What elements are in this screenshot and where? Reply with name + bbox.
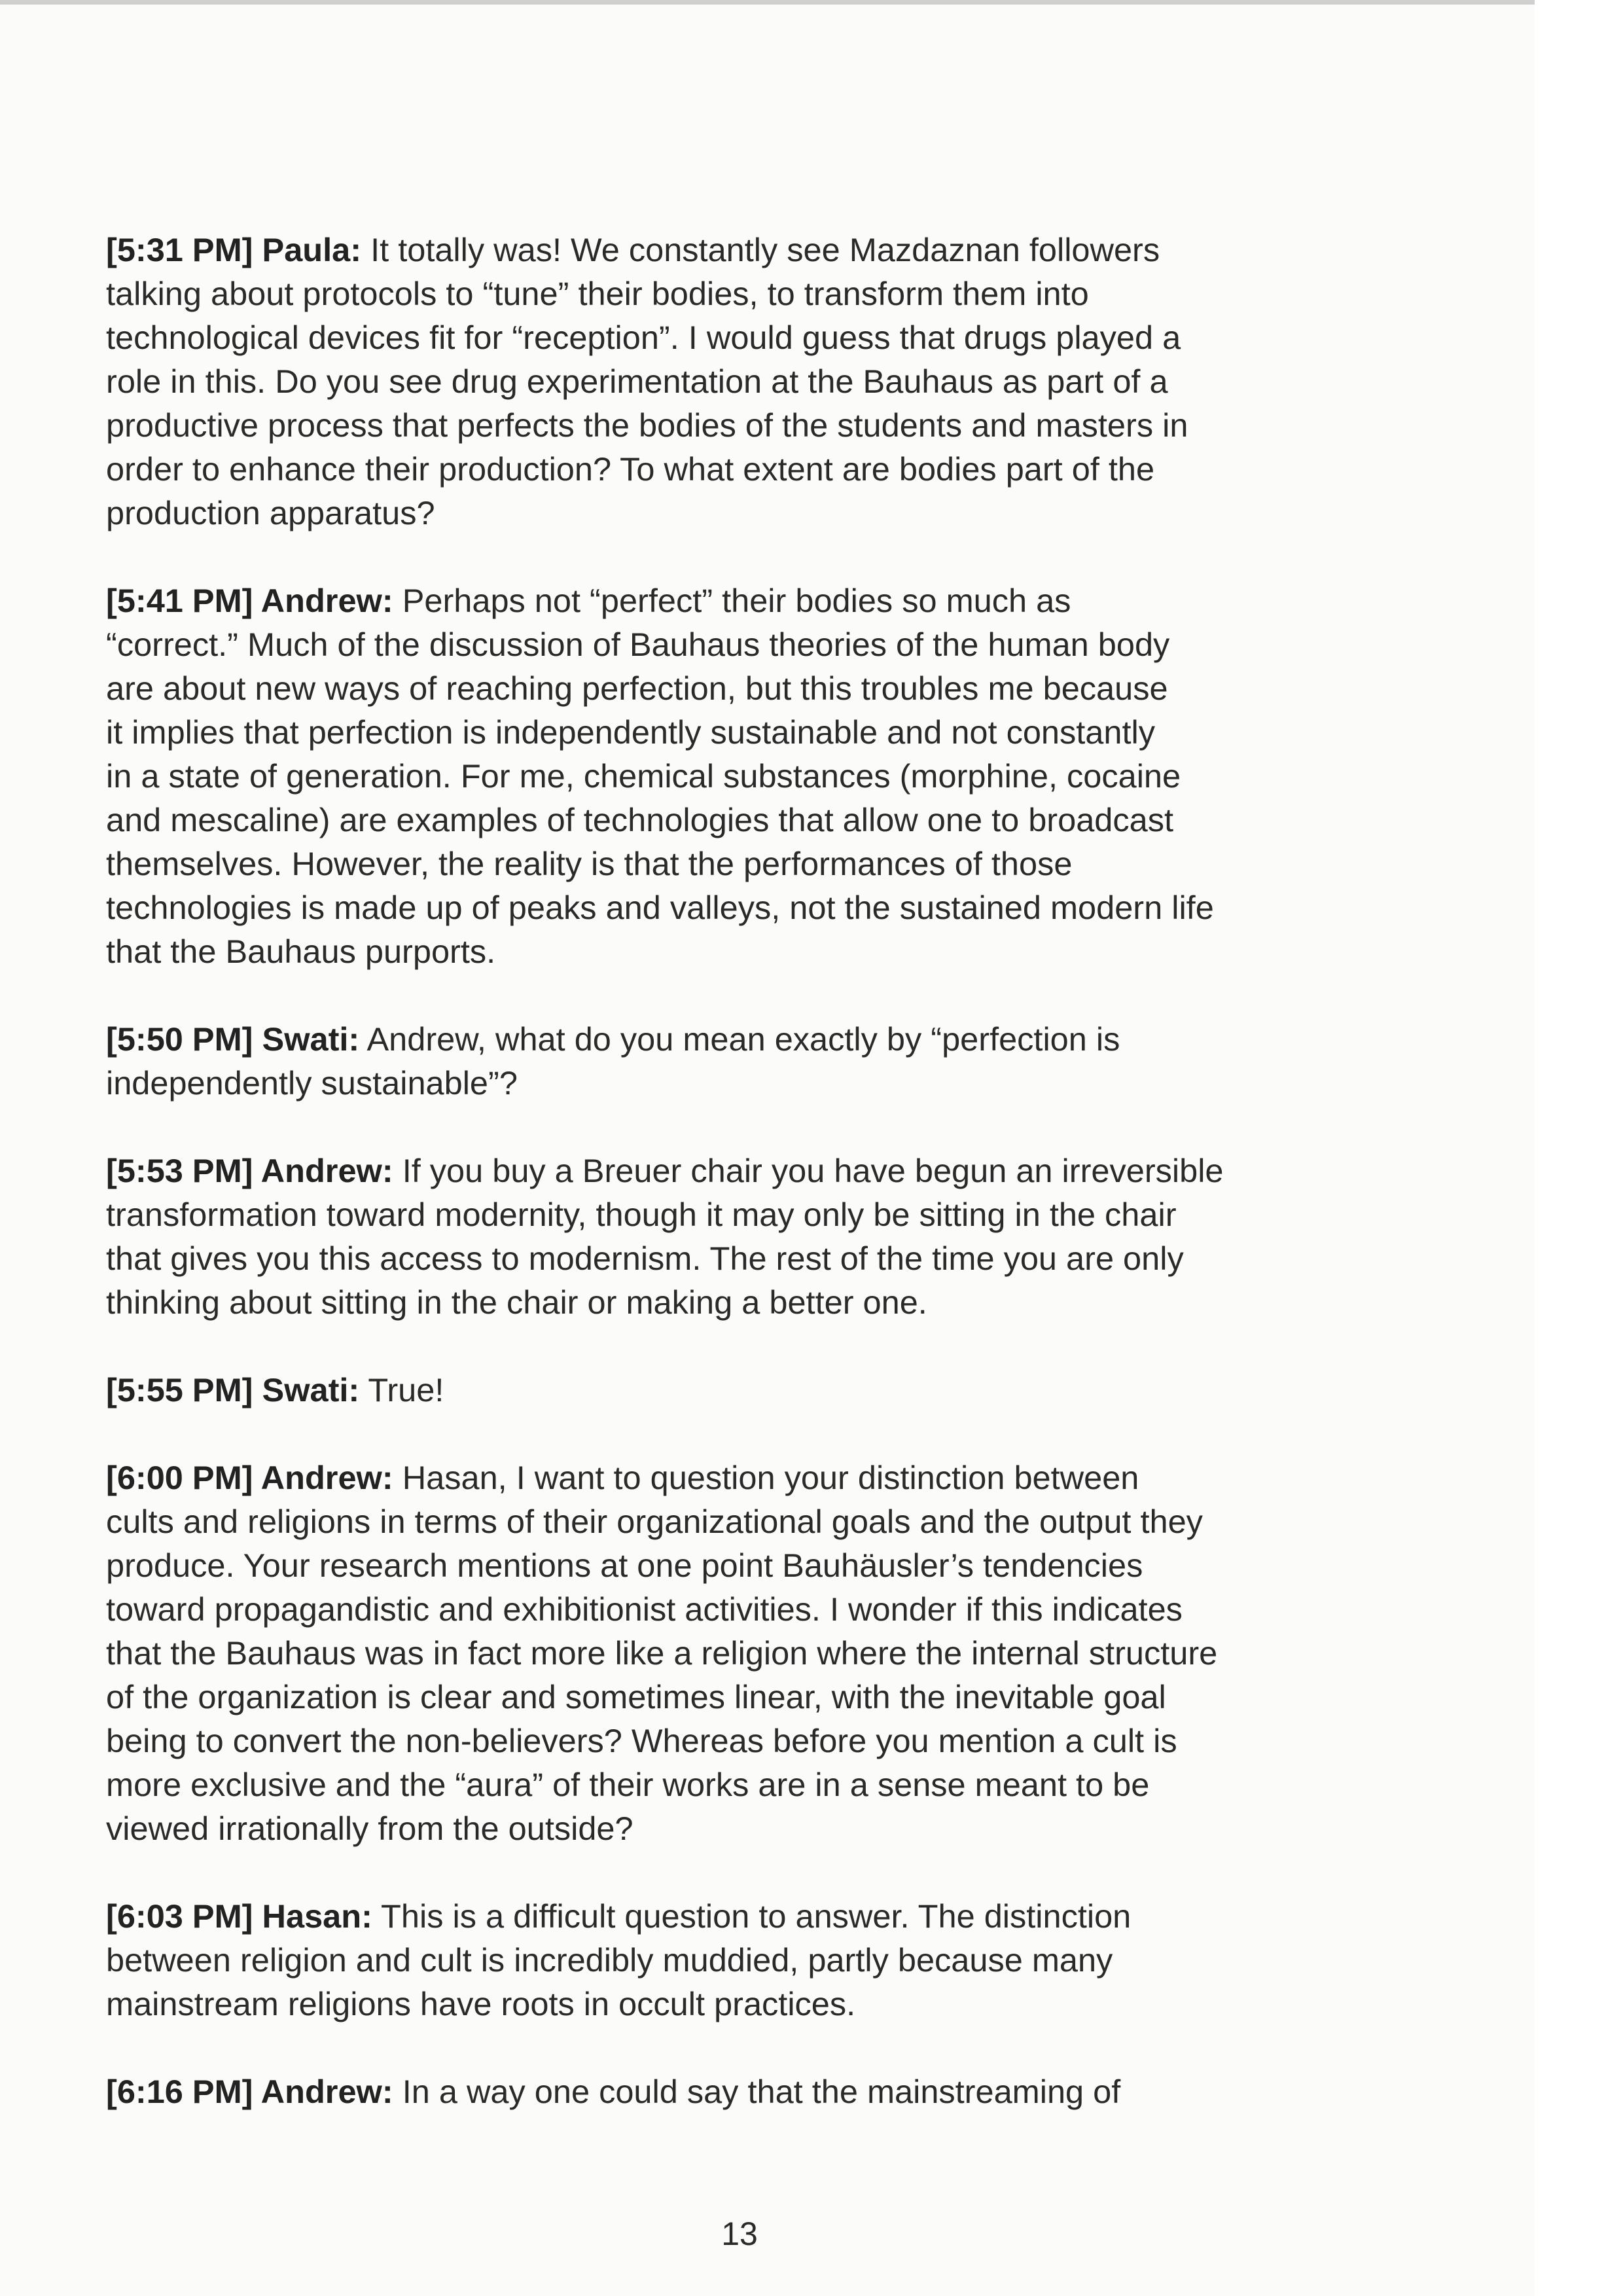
transcript-entry — [106, 1017, 1363, 1105]
entry-timestamp-speaker: [5:41 PM] Andrew: — [106, 582, 393, 619]
transcript-entry — [106, 1149, 1363, 1324]
entry-timestamp-speaker: [5:55 PM] Swati: — [106, 1371, 360, 1408]
entry-text: Hasan, I want to question your distinction between cults and religions in terms of their organizational goals and the output they produce. Your research mentions at one point Bauhäusler’s tendencies toward propagandistic and exhibitionist activities. I wonder if this indicates that the Bauhaus was in fact more like a religion where the internal structure of the organization is clear and sometimes linear, with the inevitable goal being to convert the non-believers? Whereas before you mention a cult is more exclusive and the “aura” of their works are in a sense meant to be viewed irrationally from the outside? — [106, 1459, 1218, 1847]
entry-text: It totally was! We constantly see Mazdaznan followers talking about protocols to “tune” their bodies, to transform them into technological devices fit for “reception”. I would guess that drugs played a role in this. Do you see drug experimentation at the Bauhaus as part of a productive process that perfects the bodies of the students and masters in order to enhance their production? To what extent are bodies part of the production apparatus? — [106, 231, 1188, 531]
entry-timestamp-speaker: [5:53 PM] Andrew: — [106, 1152, 393, 1189]
entry-timestamp-speaker: [6:03 PM] Hasan: — [106, 1897, 372, 1935]
transcript-entry — [106, 1894, 1363, 2026]
entry-timestamp-speaker: [6:00 PM] Andrew: — [106, 1459, 393, 1496]
page-number: 13 — [721, 2215, 758, 2252]
entry-text: In a way one could say that the mainstreaming of — [402, 2073, 1121, 2110]
transcript-entry — [106, 2070, 1363, 2113]
scan-top-edge — [0, 0, 1535, 5]
entry-text: If you buy a Breuer chair you have begun an irreversible transformation toward modernity, though it may only be sitting in the chair that gives you this access to modernism. The rest of the time you are only thinking about sitting in the chair or making a better one. — [106, 1152, 1224, 1321]
entry-timestamp-speaker: [6:16 PM] Andrew: — [106, 2073, 393, 2110]
entry-timestamp-speaker: [5:50 PM] Swati: — [106, 1020, 360, 1058]
entry-text: Perhaps not “perfect” their bodies so much as “correct.” Much of the discussion of Bauhaus theories of the human body are about new ways of reaching perfection, but this troubles me because it implies that perfection is independently sustainable and not constantly in a state of generation. For me, chemical substances (morphine, cocaine and mescaline) are examples of technologies that allow one to broadcast themselves. However, the reality is that the performances of those technologies is made up of peaks and valleys, not the sustained modern life that the Bauhaus purports. — [106, 582, 1214, 970]
chat-transcript — [106, 228, 1363, 2157]
scan-right-margin — [1535, 0, 1623, 2296]
transcript-entry — [106, 1368, 1363, 1412]
entry-text: True! — [368, 1371, 444, 1408]
entry-text: Andrew, what do you mean exactly by “perfection is independently sustainable”? — [106, 1020, 1120, 1102]
entry-text: This is a difficult question to answer. The distinction between religion and cult is incredibly muddied, partly because many mainstream religions have roots in occult practices. — [106, 1897, 1132, 2022]
transcript-entry — [106, 1456, 1363, 1850]
entry-timestamp-speaker: [5:31 PM] Paula: — [106, 231, 362, 268]
transcript-entry — [106, 228, 1363, 535]
transcript-entry — [106, 579, 1363, 973]
